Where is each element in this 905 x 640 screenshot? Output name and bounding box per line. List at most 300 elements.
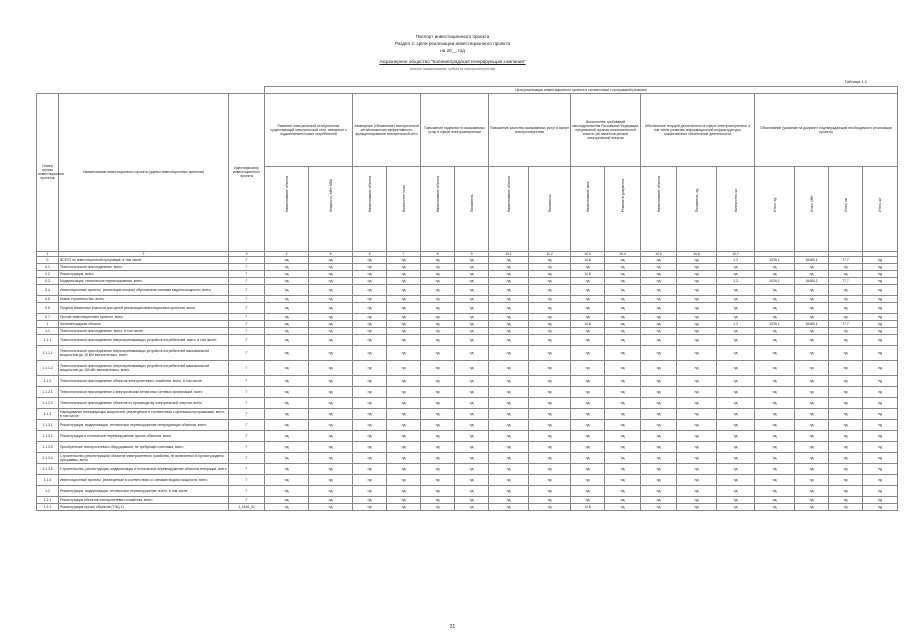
row-value: нд <box>605 474 641 485</box>
row-value: нд <box>455 277 489 284</box>
row-value: нд <box>795 485 829 496</box>
row-value: нд <box>717 360 755 375</box>
row-value: нд <box>309 270 353 277</box>
row-value: нд <box>717 430 755 441</box>
row-value: нд <box>387 284 421 295</box>
row-name: Покупка земельных участков для целей реализации инвестиционных проектов, всего <box>59 302 229 313</box>
row-value: нд <box>571 463 605 474</box>
row-value: нд <box>309 345 353 360</box>
row-value: нд <box>755 441 795 452</box>
col-sub-head-text: Реквизиты документа <box>620 178 625 212</box>
row-value: нд <box>387 452 421 463</box>
row-value: нд <box>387 496 421 503</box>
row-value: нд <box>863 320 898 327</box>
row-value: нд <box>755 430 795 441</box>
table-row <box>37 277 898 284</box>
row-value: нд <box>387 334 421 345</box>
row-value: нд <box>455 430 489 441</box>
row-value: нд <box>529 386 571 397</box>
col-num-cell: 6 <box>353 251 387 256</box>
row-value: нд <box>387 430 421 441</box>
row-value: нд <box>489 277 529 284</box>
row-value: нд <box>421 386 455 397</box>
row-value: нд <box>571 474 605 485</box>
row-value: нд <box>641 284 677 295</box>
row-value: 1,3 <box>717 256 755 263</box>
row-value: нд <box>421 408 455 419</box>
row-name: Технологическое присоединение, всего, в том числе: <box>59 327 229 334</box>
row-value: нд <box>795 302 829 313</box>
row-value: нд <box>605 386 641 397</box>
row-value: нд <box>755 496 795 503</box>
row-value: нд <box>353 313 387 320</box>
table-row <box>37 360 898 375</box>
row-value: нд <box>717 408 755 419</box>
col-sub-head-text: Количество, шт. <box>733 187 738 212</box>
row-value: нд <box>677 256 717 263</box>
row-value: 14,8 <box>571 256 605 263</box>
row-value: нд <box>605 277 641 284</box>
row-value: нд <box>755 313 795 320</box>
row-value: нд <box>353 441 387 452</box>
company-name-caption: полное наименование субъекта электроэнергетики <box>409 67 496 71</box>
row-value: нд <box>571 386 605 397</box>
col-sub-head-text: Итого, шт <box>878 196 883 212</box>
row-value: нд <box>529 360 571 375</box>
row-value: нд <box>265 263 309 270</box>
row-value: нд <box>641 334 677 345</box>
col-group-head: Развитие электрической сети/усиление существующей электрической сети, связанное с подключением новых потребителей <box>265 93 353 166</box>
row-value: нд <box>421 474 455 485</box>
row-value: нд <box>717 485 755 496</box>
row-value: нд <box>605 503 641 510</box>
row-value: нд <box>353 496 387 503</box>
row-value: нд <box>421 463 455 474</box>
row-value: 1,3 <box>717 277 755 284</box>
row-value: нд <box>829 441 863 452</box>
row-value: нд <box>353 375 387 386</box>
row-value: 14,8 <box>571 320 605 327</box>
col-sub-head <box>353 166 387 251</box>
row-value: нд <box>387 375 421 386</box>
table-row <box>37 263 898 270</box>
row-value: нд <box>863 256 898 263</box>
row-value: нд <box>455 463 489 474</box>
col-sub-head <box>421 166 455 251</box>
row-value: нд <box>755 334 795 345</box>
col-sub-head <box>489 166 529 251</box>
row-number: 1.1.2.2 <box>37 397 59 408</box>
row-number: 0.6 <box>37 302 59 313</box>
col-sub-head-text: Наименование объекта <box>435 175 440 212</box>
row-value: нд <box>605 375 641 386</box>
row-value: нд <box>387 441 421 452</box>
row-value: нд <box>309 375 353 386</box>
row-id: Г <box>229 485 265 496</box>
row-value: нд <box>605 452 641 463</box>
col-sub-head-text: Мощность, МВт/ МВА <box>328 178 333 212</box>
row-value: нд <box>863 474 898 485</box>
row-value: нд <box>571 263 605 270</box>
row-value: нд <box>455 375 489 386</box>
row-value: нд <box>309 386 353 397</box>
row-value: нд <box>755 302 795 313</box>
row-value: нд <box>677 408 717 419</box>
row-id: Г <box>229 327 265 334</box>
row-value: нд <box>571 375 605 386</box>
row-value: нд <box>265 496 309 503</box>
row-value: нд <box>529 441 571 452</box>
row-value: нд <box>755 263 795 270</box>
row-value: нд <box>571 408 605 419</box>
row-name: Инвестиционные проекты, реализация которых обусловлена схемами выдачи мощности, всего <box>59 284 229 295</box>
row-value: нд <box>353 503 387 510</box>
row-id: Г <box>229 277 265 284</box>
row-value: нд <box>829 485 863 496</box>
row-value: нд <box>571 327 605 334</box>
row-id: Г <box>229 441 265 452</box>
row-value: нд <box>755 360 795 375</box>
row-value: нд <box>717 313 755 320</box>
row-value: 14,8 <box>571 270 605 277</box>
row-value: нд <box>863 419 898 430</box>
row-value: нд <box>489 408 529 419</box>
row-name: Технологическое присоединение энергопринимающих устройств потребителей максимальной мощностью до 150 кВт включительно, всего <box>59 360 229 375</box>
table-row <box>37 256 898 263</box>
row-value: нд <box>829 302 863 313</box>
row-value: нд <box>387 302 421 313</box>
row-value: нд <box>641 430 677 441</box>
row-value: нд <box>421 327 455 334</box>
row-value: нд <box>677 284 717 295</box>
col-sub-head-text: Итого, ед. <box>772 196 777 212</box>
row-value: 16460,1 <box>795 277 829 284</box>
row-value: нд <box>353 408 387 419</box>
row-id: Г <box>229 284 265 295</box>
table-row <box>37 419 898 430</box>
row-value: нд <box>529 474 571 485</box>
row-value: нд <box>421 485 455 496</box>
row-value: нд <box>421 496 455 503</box>
col-sub-head <box>795 166 829 251</box>
col-sub-head-text: Итого, км <box>843 197 848 212</box>
row-number: 1.1.3.5 <box>37 463 59 474</box>
row-value: нд <box>529 256 571 263</box>
row-value: нд <box>717 503 755 510</box>
row-value: нд <box>455 263 489 270</box>
row-value: нд <box>605 360 641 375</box>
row-value: нд <box>571 430 605 441</box>
row-value: нд <box>795 345 829 360</box>
row-value: нд <box>353 397 387 408</box>
row-value: нд <box>863 284 898 295</box>
col-sub-head-text: Наименование объекта <box>284 175 289 212</box>
row-value: нд <box>641 327 677 334</box>
row-value: нд <box>387 419 421 430</box>
table-row <box>37 463 898 474</box>
col-sub-head-text: Наименование объекта <box>506 175 511 212</box>
row-value: нд <box>529 408 571 419</box>
row-value: нд <box>677 496 717 503</box>
row-id: Г <box>229 295 265 302</box>
row-value: нд <box>755 327 795 334</box>
row-value: нд <box>489 397 529 408</box>
table-row <box>37 503 898 510</box>
row-id: Г <box>229 496 265 503</box>
row-name: Реконструкция, всего <box>59 270 229 277</box>
col-project-id: Идентификатор инвестиционного проекта <box>229 93 265 251</box>
row-value: нд <box>717 345 755 360</box>
row-value: нд <box>387 474 421 485</box>
row-value: нд <box>677 430 717 441</box>
row-value: нд <box>571 277 605 284</box>
row-value: нд <box>489 386 529 397</box>
row-name: Строительство (реконструкция) объектов электросетевого хозяйства, не включенных в прочие разделы программы, всего <box>59 452 229 463</box>
row-number: 0 <box>37 256 59 263</box>
row-value: нд <box>455 270 489 277</box>
row-value: нд <box>455 496 489 503</box>
row-value: нд <box>829 270 863 277</box>
row-value: нд <box>265 302 309 313</box>
row-value: нд <box>265 345 309 360</box>
row-value: нд <box>489 474 529 485</box>
table-row <box>37 496 898 503</box>
row-value: нд <box>353 386 387 397</box>
row-value: нд <box>677 263 717 270</box>
row-value: нд <box>353 284 387 295</box>
header-goals-top: Цели реализации инвестиционного проекта в соответствии с программой развития <box>265 87 898 94</box>
row-number: 0.3 <box>37 277 59 284</box>
goals-table <box>36 86 898 511</box>
row-id: Г <box>229 263 265 270</box>
row-value: нд <box>455 256 489 263</box>
row-value: нд <box>489 270 529 277</box>
row-value: нд <box>455 334 489 345</box>
row-value: нд <box>829 345 863 360</box>
row-value: нд <box>641 345 677 360</box>
row-value: 77,7 <box>829 320 863 327</box>
table-row <box>37 485 898 496</box>
row-name: Технологическое присоединение энергопринимающих устройств потребителей максимальной мощностью до 15 кВт включительно, всего <box>59 345 229 360</box>
row-name: Технологическое присоединение энергопринимающих устройств потребителей, всего, в том числе: <box>59 334 229 345</box>
row-value: нд <box>829 503 863 510</box>
row-value: нд <box>421 452 455 463</box>
row-value: нд <box>455 397 489 408</box>
row-value: нд <box>605 408 641 419</box>
row-value: нд <box>529 503 571 510</box>
row-value: нд <box>755 408 795 419</box>
row-value: нд <box>677 452 717 463</box>
row-value: нд <box>677 441 717 452</box>
table-row <box>37 375 898 386</box>
row-value: нд <box>717 463 755 474</box>
row-name: Реконструкция объектов электросетевого хозяйства, всего <box>59 496 229 503</box>
table-row <box>37 295 898 302</box>
row-value: нд <box>489 375 529 386</box>
row-value: нд <box>571 419 605 430</box>
row-value: нд <box>863 441 898 452</box>
row-value: нд <box>605 419 641 430</box>
row-value: нд <box>309 295 353 302</box>
row-value: нд <box>529 419 571 430</box>
row-value: нд <box>641 313 677 320</box>
col-project-name: Наименование инвестиционного проекта (группы инвестиционных проектов) <box>59 93 229 251</box>
col-sub-head <box>755 166 795 251</box>
row-value: нд <box>265 441 309 452</box>
row-value: 77,7 <box>829 277 863 284</box>
row-value: нд <box>309 452 353 463</box>
row-value: нд <box>605 485 641 496</box>
row-value: нд <box>641 503 677 510</box>
row-value: нд <box>489 360 529 375</box>
doc-title-2: Раздел 2. Цели реализации инвестиционного проекта <box>394 41 511 46</box>
table-row <box>37 302 898 313</box>
row-value: нд <box>829 386 863 397</box>
row-value: нд <box>387 313 421 320</box>
row-value: нд <box>605 397 641 408</box>
row-id: Г <box>229 256 265 263</box>
col-sub-head-text: Показатель <box>469 193 474 212</box>
row-value: нд <box>421 302 455 313</box>
row-value: нд <box>755 295 795 302</box>
row-value: нд <box>677 463 717 474</box>
row-number: 1.1 <box>37 327 59 334</box>
row-value: нд <box>489 452 529 463</box>
row-id: Г <box>229 397 265 408</box>
row-value: нд <box>863 263 898 270</box>
row-value: нд <box>571 313 605 320</box>
row-value: нд <box>829 397 863 408</box>
row-name: Наращивание генерирующих мощностей, реализуемое в соответствии с целевыми программами, всего, в том числе: <box>59 408 229 419</box>
row-value: нд <box>309 463 353 474</box>
row-value: нд <box>863 334 898 345</box>
col-sub-head <box>309 166 353 251</box>
col-sub-head <box>529 166 571 251</box>
row-value: нд <box>677 327 717 334</box>
row-value: 16460,1 <box>795 256 829 263</box>
row-value: нд <box>677 270 717 277</box>
row-number: 1.1.4 <box>37 474 59 485</box>
row-value: нд <box>571 334 605 345</box>
row-value: нд <box>387 345 421 360</box>
row-value: нд <box>863 408 898 419</box>
row-value: нд <box>455 503 489 510</box>
row-value: нд <box>677 313 717 320</box>
row-value: нд <box>387 397 421 408</box>
row-id: Г <box>229 408 265 419</box>
row-value: нд <box>309 334 353 345</box>
table-row <box>37 320 898 327</box>
row-value: нд <box>795 496 829 503</box>
row-value: нд <box>605 270 641 277</box>
col-sub-head <box>605 166 641 251</box>
row-value: нд <box>829 327 863 334</box>
row-value: нд <box>677 302 717 313</box>
row-id: Г <box>229 430 265 441</box>
row-value: нд <box>829 263 863 270</box>
row-value: нд <box>421 295 455 302</box>
row-id: Г <box>229 375 265 386</box>
row-value: нд <box>795 270 829 277</box>
row-value: нд <box>717 386 755 397</box>
row-value: нд <box>755 345 795 360</box>
row-value: нд <box>641 452 677 463</box>
row-value: нд <box>795 408 829 419</box>
table-row <box>37 345 898 360</box>
col-sub-head-text: Наименование объекта <box>367 175 372 212</box>
row-value: нд <box>717 441 755 452</box>
row-value: нд <box>605 441 641 452</box>
row-value: нд <box>605 284 641 295</box>
col-num-cell: 5 <box>309 251 353 256</box>
col-sub-head-text: Итого, МВт <box>809 194 814 212</box>
row-value: нд <box>795 295 829 302</box>
row-value: нд <box>677 485 717 496</box>
row-value: нд <box>605 334 641 345</box>
row-value: нд <box>605 320 641 327</box>
row-value: нд <box>529 270 571 277</box>
row-value: нд <box>265 270 309 277</box>
row-name: Реконструкция, модернизация, техническое перевооружение, всего, в том числе: <box>59 485 229 496</box>
row-value: нд <box>605 263 641 270</box>
row-value: нд <box>795 313 829 320</box>
row-value: нд <box>795 334 829 345</box>
row-id: Г <box>229 334 265 345</box>
row-number: 0.7 <box>37 313 59 320</box>
table-row <box>37 327 898 334</box>
table-row <box>37 386 898 397</box>
row-value: нд <box>863 302 898 313</box>
row-value: нд <box>717 302 755 313</box>
row-value: нд <box>795 386 829 397</box>
col-num-cell: 10.4 <box>605 251 641 256</box>
row-value: нд <box>353 327 387 334</box>
row-value: нд <box>641 463 677 474</box>
row-value: нд <box>265 503 309 510</box>
row-value: нд <box>353 256 387 263</box>
row-value: нд <box>717 419 755 430</box>
row-value: нд <box>353 320 387 327</box>
row-value: нд <box>829 419 863 430</box>
row-value: нд <box>309 430 353 441</box>
row-value: нд <box>677 277 717 284</box>
row-value: нд <box>265 397 309 408</box>
row-value: нд <box>863 496 898 503</box>
row-number: 0.4 <box>37 284 59 295</box>
row-id: Г <box>229 345 265 360</box>
row-number: 1.1.3.1 <box>37 419 59 430</box>
row-value: нд <box>353 263 387 270</box>
row-number: 1.1.3.4 <box>37 452 59 463</box>
row-name: Технологическое присоединение объектов по производству электрической энергии, всего <box>59 397 229 408</box>
col-sub-head <box>829 166 863 251</box>
row-value: нд <box>863 295 898 302</box>
row-name: Прочие инвестиционные проекты, всего <box>59 313 229 320</box>
row-value: нд <box>605 345 641 360</box>
row-value: нд <box>571 345 605 360</box>
row-value: нд <box>677 397 717 408</box>
row-number: 1.1.1.1 <box>37 345 59 360</box>
row-value: нд <box>387 485 421 496</box>
row-value: нд <box>455 452 489 463</box>
row-value: нд <box>455 474 489 485</box>
col-group-head: Выполнение требований законодательства Российской Федерации, предписаний органов исполнительной власти, регламентов рынков электрической энергии <box>571 93 641 166</box>
row-value: нд <box>571 452 605 463</box>
row-value: нд <box>387 263 421 270</box>
row-value: нд <box>489 503 529 510</box>
row-value: нд <box>353 302 387 313</box>
row-value: нд <box>265 408 309 419</box>
